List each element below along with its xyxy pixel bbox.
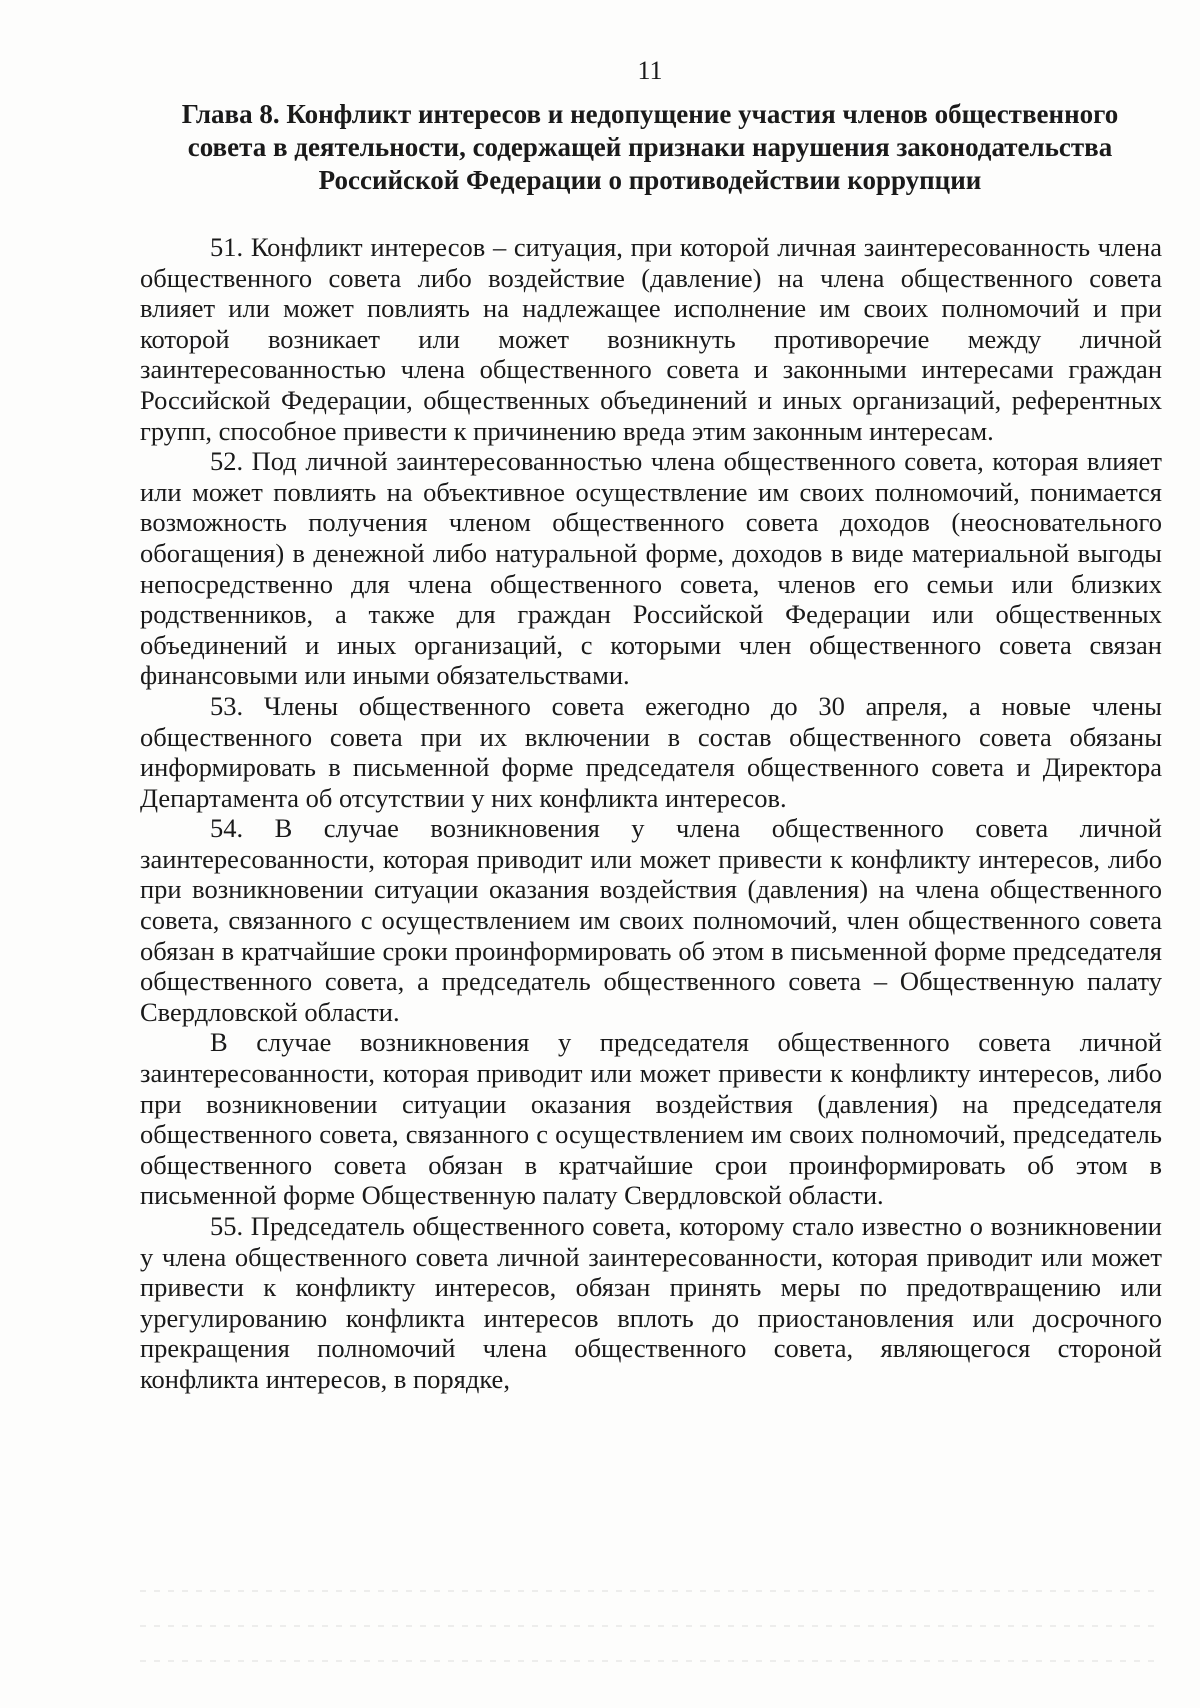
paragraph-54: 54. В случае возникновения у члена общественного совета личной заинтересованности, которая приводит или может привести к конфликту интересов, либо при возникновении ситуации оказания воздействия (давления) на члена общественного совета, связанного с осуществлением им своих полномочий, член общественного совета обязан в кратчайшие сроки проинформировать об этом в письменной форме председателя общественного совета, а председатель общественного совета – Общественную палату Свердловской области. — [140, 813, 1162, 1027]
scan-artifact — [140, 1625, 1160, 1627]
paragraph-55: 55. Председатель общественного совета, которому стало известно о возникновении у члена общественного совета личной заинтересованности, которая приводит или может привести к конфликту интересов, обязан принять меры по предотвращению или урегулированию конфликта интересов вплоть до приостановления или досрочного прекращения полномочий члена общественного совета, являющегося стороной конфликта интересов, в порядке, — [140, 1211, 1162, 1394]
paragraph-51: 51. Конфликт интересов – ситуация, при которой личная заинтересованность члена общественного совета либо воздействие (давление) на члена общественного совета влияет или может повлиять на надлежащее исполнение им своих полномочий и при которой возникает или может возникнуть противоречие между личной заинтересованностью члена общественного совета и законными интересами граждан Российской Федерации, общественных объединений и иных организаций, референтных групп, способное привести к причинению вреда этим законным интересам. — [140, 232, 1162, 446]
paragraph-53: 53. Члены общественного совета ежегодно до 30 апреля, а новые члены общественного совета при их включении в состав общественного совета обязаны информировать в письменной форме председателя общественного совета и Директора Департамента об отсутствии у них конфликта интересов. — [140, 690, 1162, 813]
paragraph-54-continued: В случае возникновения у председателя общественного совета личной заинтересованности, которая приводит или может привести к конфликту интересов, либо при возникновении ситуации оказания воздействия (давления) на председателя общественного совета, связанного с осуществлением им своих полномочий, председатель общественного совета обязан в кратчайшие срои проинформировать об этом в письменной форме Общественную палату Свердловской области. — [140, 1027, 1162, 1211]
chapter-title-line-3: Российской Федерации о противодействии коррупции — [318, 165, 982, 195]
chapter-title-line-2: совета в деятельности, содержащей признаки нарушения законодательства — [187, 132, 1113, 162]
page-number: 11 — [637, 56, 663, 85]
document-body — [140, 232, 1162, 1395]
chapter-title — [132, 98, 1168, 197]
paragraph-52: 52. Под личной заинтересованностью члена общественного совета, которая влияет или может повлиять на объективное осуществление им своих полномочий, понимается возможность получения членом общественного совета доходов (неосновательного обогащения) в денежной либо натуральной форме, доходов в виде материальной выгоды непосредственно для члена общественного совета, членов его семьи или близких родственников, а также для граждан Российской Федерации или общественных объединений и иных организаций, с которыми член общественного совета связан финансовыми или иными обязательствами. — [140, 446, 1162, 691]
scan-artifact — [140, 1660, 1160, 1662]
scan-artifact — [140, 1590, 1160, 1592]
chapter-title-line-1: Глава 8. Конфликт интересов и недопущение участия членов общественного — [181, 99, 1119, 129]
